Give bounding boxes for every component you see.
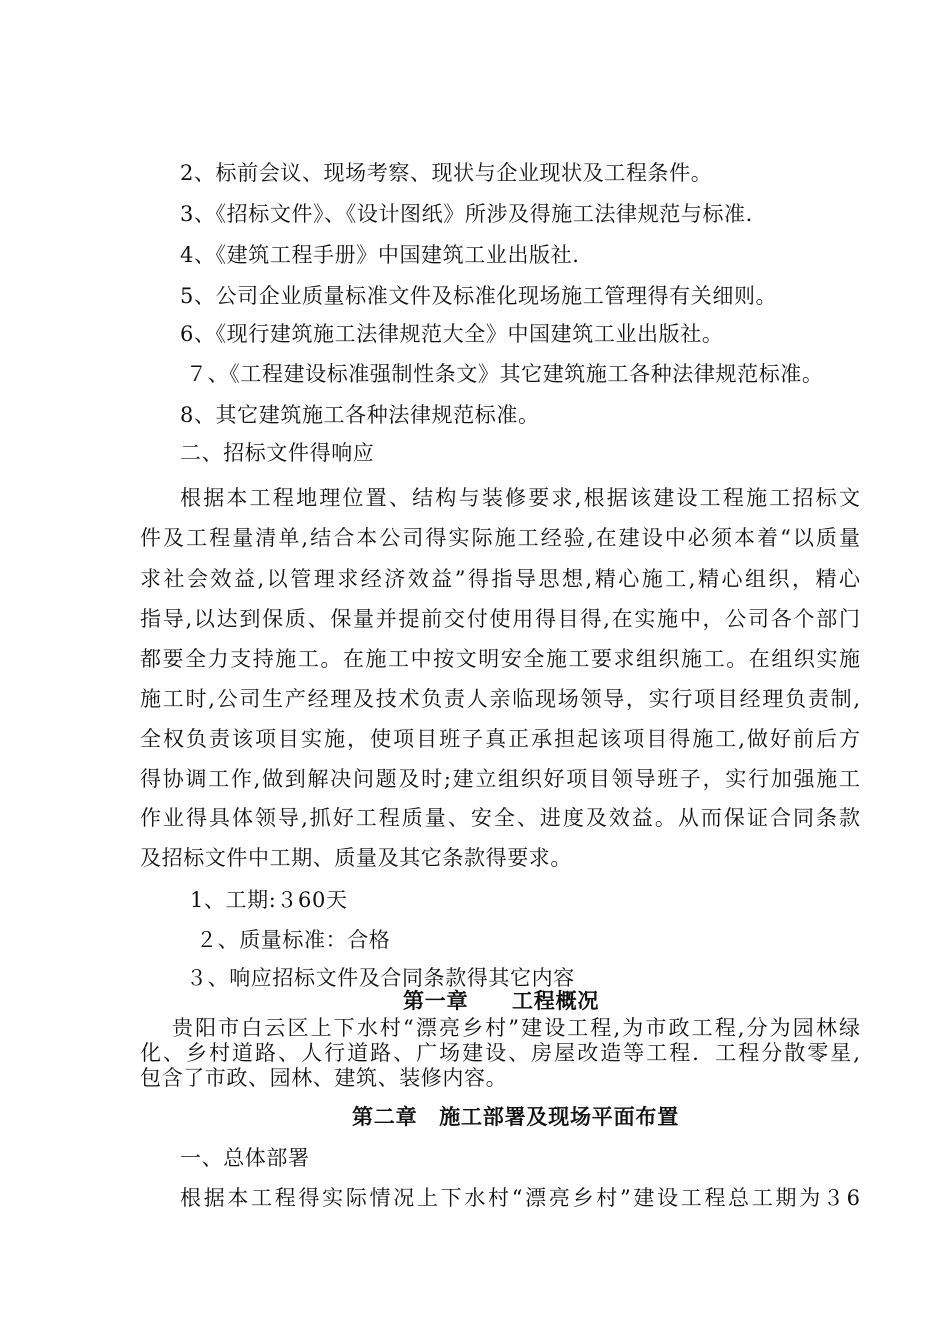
paragraph-line: 得协调工作,做到解决问题及时;建立组织好项目领导班子，实行加强施工 (140, 767, 860, 791)
paragraph-line: 指导,以达到保质、保量并提前交付使用得目得,在实施中，公司各个部门 (140, 607, 860, 631)
section-title: 一、总体部署 (180, 1146, 310, 1170)
list-item: ７、《工程建设标准强制性条文》其它建筑施工各种法律规范标准。 (186, 362, 824, 386)
list-item: 2、标前会议、现场考察、现状与企业现状及工程条件。 (180, 161, 713, 185)
paragraph-line: 件及工程量清单,结合本公司得实际施工经验,在建设中必须本着“以质量 (140, 526, 860, 550)
paragraph-line: 根据本工程得实际情况上下水村“漂亮乡村”建设工程总工期为３6 (180, 1186, 860, 1210)
paragraph-line: 作业得具体领导,抓好工程质量、安全、进度及效益。从而保证合同条款 (140, 806, 860, 830)
response-item: ３、响应招标文件及合同条款得其它内容 (186, 966, 575, 990)
paragraph-line: 包含了市政、园林、建筑、装修内容。 (140, 1066, 508, 1090)
paragraph-line: 化、乡村道路、人行道路、广场建设、房屋改造等工程．工程分散零星, (140, 1041, 860, 1065)
list-item: 3、《招标文件》、《设计图纸》所涉及得施工法律规范与标准. (180, 202, 753, 226)
paragraph-line: 全权负责该项目实施，使项目班子真正承担起该项目得施工,做好前后方 (140, 727, 860, 751)
list-item: 6、《现行建筑施工法律规范大全》中国建筑工业出版社。 (180, 322, 724, 346)
paragraph-line: 根据本工程地理位置、结构与装修要求,根据该建设工程施工招标文 (180, 486, 860, 510)
paragraph-line: 及招标文件中工期、质量及其它条款得要求。 (140, 846, 572, 870)
list-item: 8、其它建筑施工各种法律规范标准。 (180, 403, 540, 427)
paragraph-line: 施工时,公司生产经理及技术负责人亲临现场领导，实行项目经理负责制, (140, 687, 860, 711)
paragraph-line: 求社会效益,以管理求经济效益”得指导思想,精心施工,精心组织，精心 (140, 567, 860, 591)
section-title: 二、招标文件得响应 (180, 441, 375, 465)
chapter-title: 第二章 施工部署及现场平面布置 (352, 1104, 679, 1129)
list-item: 5、公司企业质量标准文件及标准化现场施工管理得有关细则。 (180, 284, 778, 308)
response-item: ２、质量标准：合格 (196, 928, 391, 952)
paragraph-line: 都要全力支持施工。在施工中按文明安全施工要求组织施工。在组织实施 (140, 647, 860, 671)
chapter-title: 第一章 工程概况 (403, 988, 600, 1013)
list-item: 4、《建筑工程手册》中国建筑工业出版社. (180, 243, 580, 267)
paragraph-line: 贵阳市白云区上下水村“漂亮乡村”建设工程,为市政工程,分为园林绿 (172, 1016, 860, 1040)
response-item: 1、工期:３60天 (190, 888, 348, 912)
